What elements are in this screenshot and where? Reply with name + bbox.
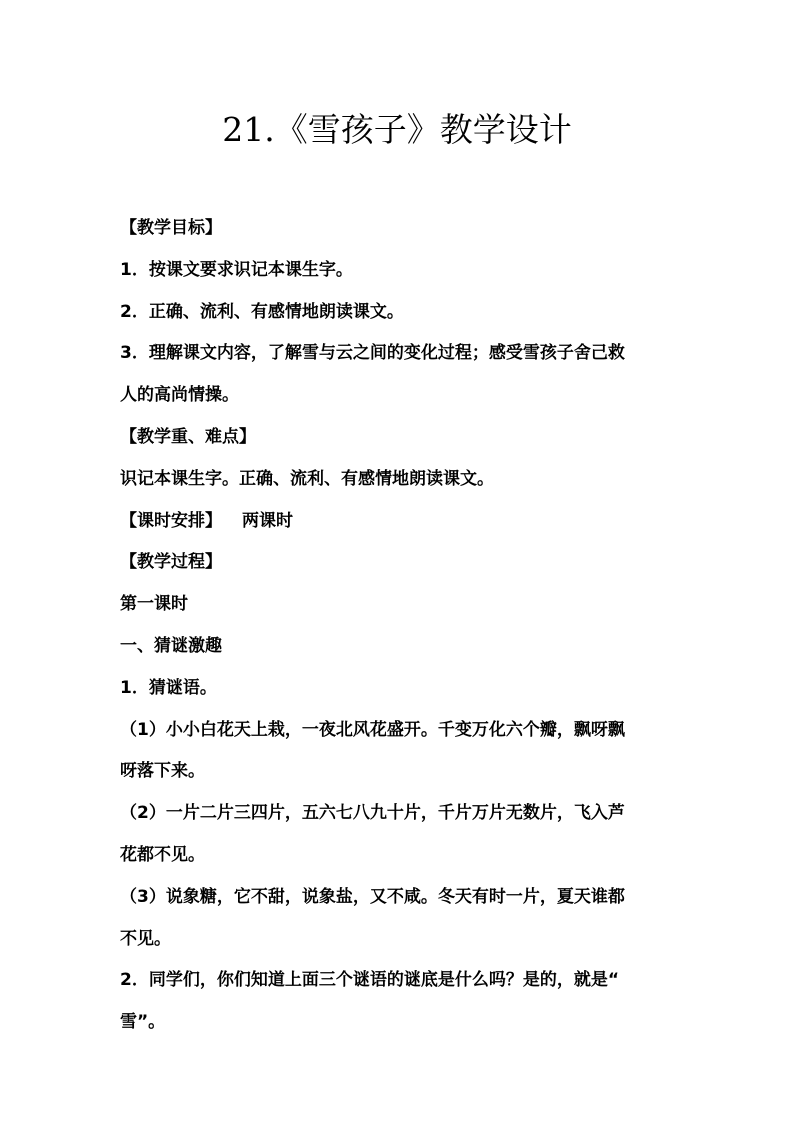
- riddle-line: 不见。: [120, 928, 171, 949]
- riddle-line: 呀落下来。: [120, 761, 205, 782]
- lesson-heading: 第一课时: [120, 594, 188, 615]
- riddle-line: 花都不见。: [120, 844, 205, 865]
- paragraph: 人的高尚情操。: [120, 385, 239, 406]
- paragraph: 3．理解课文内容，了解雪与云之间的变化过程；感受雪孩子舍己救: [120, 343, 625, 364]
- section-heading: 一、猜谜激趣: [120, 635, 222, 656]
- heading-process: 【教学过程】: [120, 552, 222, 573]
- riddle-line: （2）一片二片三四片，五六七八九十片，千片万片无数片，飞入芦: [120, 803, 625, 824]
- heading-objectives: 【教学目标】: [120, 218, 222, 238]
- heading-schedule: 【课时安排】: [120, 510, 222, 531]
- riddle-line: （1）小小白花天上栽，一夜北风花盛开。千变万化六个瓣，飘呀飘: [120, 719, 625, 740]
- heading-key-points: 【教学重、难点】: [120, 426, 256, 447]
- paragraph: 2．正确、流利、有感情地朗读课文。: [120, 301, 404, 322]
- document-body: [120, 208, 680, 1044]
- paragraph: 雪”。: [120, 1012, 166, 1033]
- paragraph: 2．同学们，你们知道上面三个谜语的谜底是什么吗？是的，就是“: [120, 970, 620, 991]
- riddle-line: （3）说象糖，它不甜，说象盐，又不咸。冬天有时一片，夏天谁都: [120, 886, 625, 907]
- paragraph: 1．按课文要求识记本课生字。: [120, 259, 353, 280]
- page-title: 21.《雪孩子》教学设计: [222, 110, 572, 149]
- paragraph: 1．猜谜语。: [120, 677, 217, 698]
- schedule-value: 两课时: [242, 510, 293, 531]
- schedule-line: [120, 501, 680, 543]
- paragraph: 识记本课生字。正确、流利、有感情地朗读课文。: [120, 468, 494, 489]
